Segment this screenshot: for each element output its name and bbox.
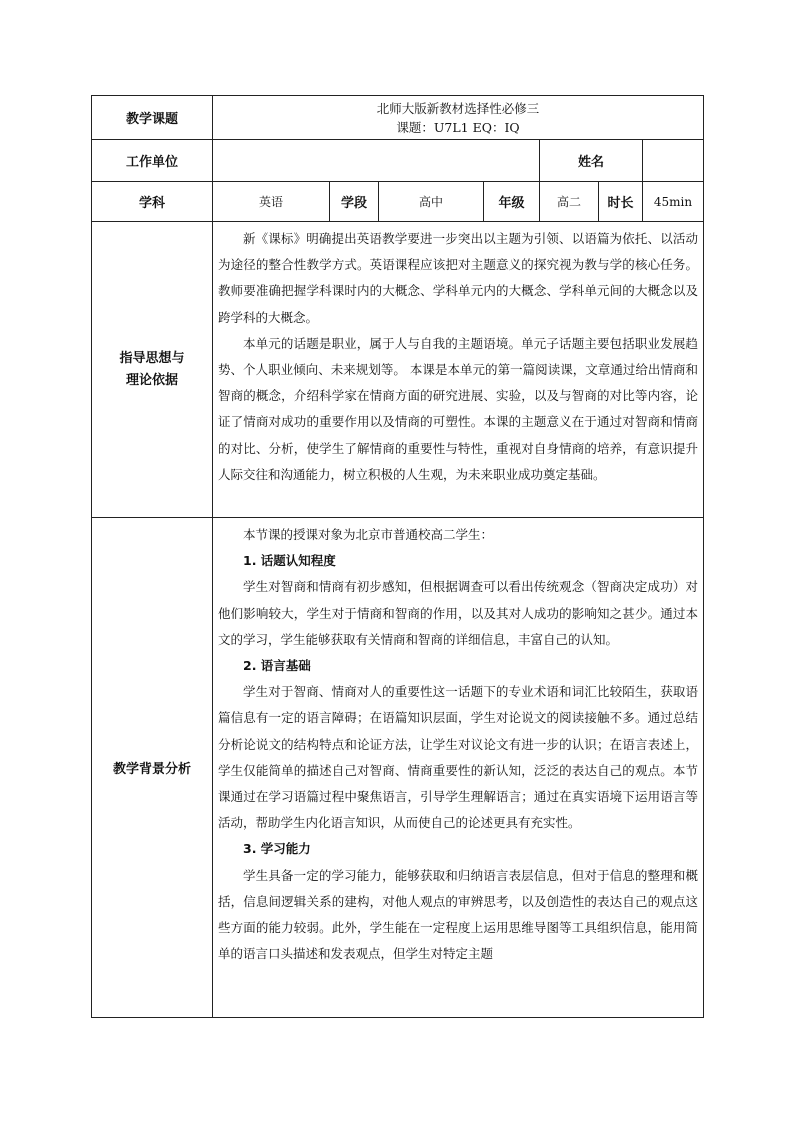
section-heading: 3. 学习能力 [243, 841, 311, 857]
subject-label: 学科 [92, 182, 213, 222]
topic-row [92, 96, 704, 140]
name-value [643, 140, 704, 182]
topic-label: 教学课题 [92, 96, 213, 140]
duration-value: 45min [643, 182, 704, 222]
background-content-clip [213, 518, 703, 1016]
duration-label: 时长 [599, 182, 643, 222]
background-intro: 本节课的授课对象为北京市普通校高二学生： [243, 527, 494, 542]
stage-value: 高中 [379, 182, 484, 222]
grade-label: 年级 [484, 182, 540, 222]
topic-value [213, 96, 704, 140]
section-text: 学生对于智商、情商对人的重要性这一话题下的专业术语和词汇比较陌生，获取语篇信息有一定的语言障碍；在语篇知识层面，学生对论说文的阅读接触不多。通过总结分析论说文的结构特点和论证方法，让学生对议论文有进一步的认识；在语言表述上，学生仅能简单的描述自己对智商、情商重要性的新认知，泛泛的表达自己的观点。本节课通过在学习语篇过程中聚焦语言，引导学生理解语言；通过在真实语境下运用语言等活动，帮助学生内化语言知识，从而使自己的论述更具有充实性。 [218, 684, 698, 831]
grade-value: 高二 [540, 182, 599, 222]
lesson-plan-table [91, 95, 704, 1018]
section-text: 学生具备一定的学习能力，能够获取和归纳语言表层信息，但对于信息的整理和概括，信息间逻辑关系的建构，对他人观点的审辨思考，以及创造性的表达自己的观点这些方面的能力较弱。此外，学生能在一定程度上运用思维导图等工具组织信息，能用简单的语言口头描述和发表观点，但学生对特定主题 [218, 867, 698, 962]
guidance-content [213, 222, 704, 518]
subject-value: 英语 [213, 182, 330, 222]
section-heading: 1. 话题认知程度 [243, 553, 336, 569]
stage-label: 学段 [330, 182, 379, 222]
section-heading: 2. 语言基础 [243, 658, 311, 674]
section-text: 学生对智商和情商有初步感知，但根据调查可以看出传统观念（智商决定成功）对他们影响较大，学生对于情商和智商的作用，以及其对人成功的影响知之甚少。通过本文的学习，学生能够获取有关情商和智商的详细信息，丰富自己的认知。 [218, 579, 698, 647]
background-label: 教学背景分析 [92, 518, 213, 1018]
guidance-paragraph: 新《课标》明确提出英语教学要进一步突出以主题为引领、以语篇为依托、以活动为途径的整合性教学方式。英语课程应该把对主题意义的探究视为教与学的核心任务。教师要准确把握学科课时内的大概念、学科单元内的大概念、学科单元间的大概念以及跨学科的大概念。 [218, 231, 698, 325]
background-content [213, 518, 704, 1018]
guidance-label-line1: 指导思想与 [119, 350, 185, 366]
unit-row [92, 140, 704, 182]
guidance-paragraph: 本单元的话题是职业，属于人与自我的主题语境。单元子话题主要包括职业发展趋势、个人职业倾向、未来规划等。 本课是本单元的第一篇阅读课，文章通过给出情商和智商的概念，介绍科学家在情商方面的研究进展、实验，以及与智商的对比等内容，论证了情商对成功的重要作用以及情商的可塑性。本课的主题意义在于通过对智商和情商的对比、分析，使学生了解情商的重要性与特性，重视对自身情商的培养，有意识提升人际交往和沟通能力，树立积极的人生观，为未来职业成功奠定基础。 [218, 335, 698, 482]
background-row [92, 518, 704, 1018]
topic-line2: 课题：U7L1 EQ：IQ [396, 119, 520, 135]
subject-row [92, 182, 704, 222]
name-label: 姓名 [540, 140, 643, 182]
guidance-label-line2: 理论依据 [125, 372, 178, 388]
topic-line1: 北师大版新教材选择性必修三 [376, 100, 540, 116]
guidance-row [92, 222, 704, 518]
unit-value [213, 140, 540, 182]
guidance-label [92, 222, 213, 518]
unit-label: 工作单位 [92, 140, 213, 182]
